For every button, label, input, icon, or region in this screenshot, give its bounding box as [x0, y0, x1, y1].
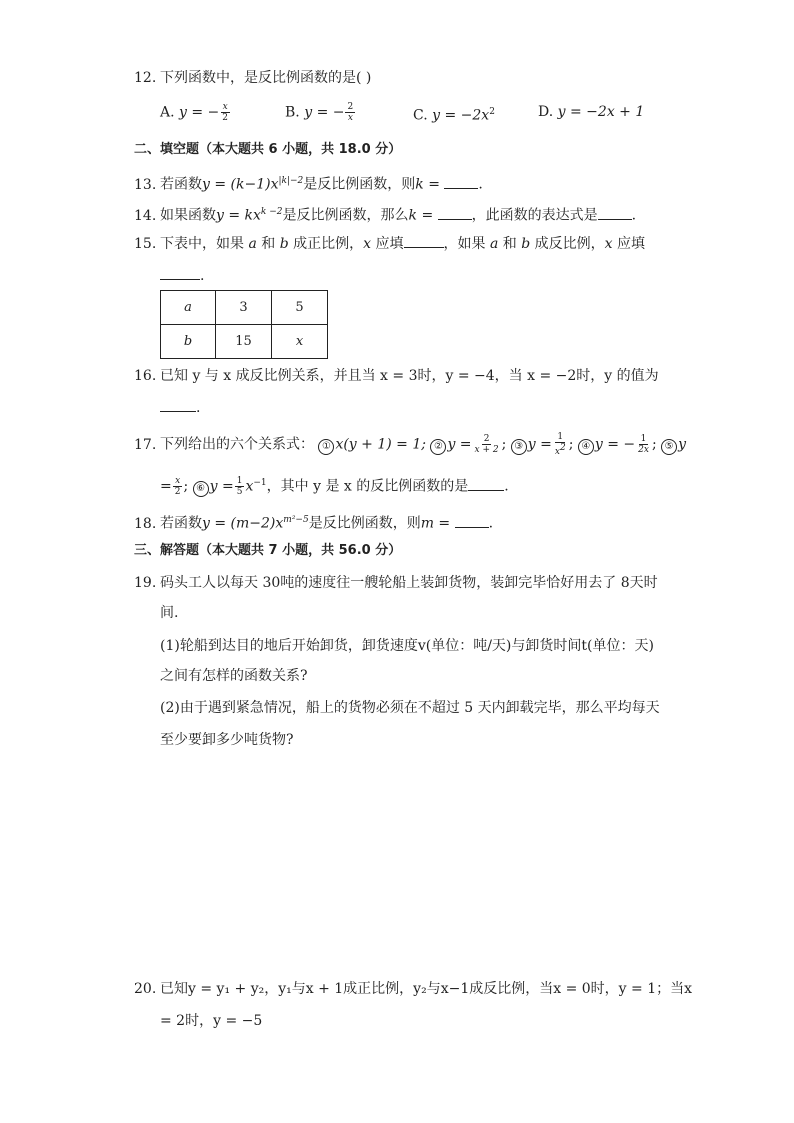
q13: 13. 若函数$y = (k-1)x^{|k|-2}$是反比例函数，则k = . [134, 171, 483, 195]
answer-blank[interactable] [468, 476, 504, 491]
answer-blank[interactable] [598, 205, 632, 220]
q14: 14. 如果函数$y = kx^{k -2}$是反比例函数，那么k = ，此函数的表达式是 . [134, 202, 636, 226]
answer-blank[interactable] [160, 265, 200, 280]
q15-table [160, 290, 328, 359]
q16-line2: . [160, 397, 200, 418]
q19-line2: 间. [160, 605, 179, 621]
q19-part2: (2)由于遇到紧急情况，船上的货物必须在不超过 5 天内卸载完毕，那么平均每天 [160, 700, 660, 716]
table-row: b 15 x [161, 325, 328, 359]
answer-blank[interactable] [438, 205, 472, 220]
q19: 19. 码头工人以每天 30吨的速度往一艘轮船上装卸货物，装卸完毕恰好用去了 8天时 [134, 575, 658, 591]
q15-line2: . [160, 265, 204, 286]
q20-line2: = 2时，y = −5 [160, 1013, 263, 1029]
q17: 17. 下列给出的六个关系式： ① x(y + 1) = 1; ② y = $\frac{2}{x + 2}$ ; ③ y = $\frac{1}{x^2}$ ; ④ y = − $\frac{1}{2x}$ ; ⑤ y [134, 432, 687, 457]
q19-part2-cont: 至少要卸多少吨货物? [160, 732, 294, 748]
q15: 15. 下表中，如果 a 和 b 成正比例，x 应填 ，如果 a 和 b 成反比例，x 应填 [134, 233, 645, 254]
answer-blank[interactable] [160, 397, 196, 412]
section-heading-fill-blank: 二、填空题（本大题共 6 小题，共 18.0 分） [134, 142, 402, 157]
q18: 18. 若函数$y = (m-2)x^{m^2-5}$是反比例函数，则m = . [134, 510, 493, 534]
q20: 20. 已知y = y₁ + y₂，y₁与x + 1成正比例，y₂与x−1成反比例，当x = 0时，y = 1；当x [134, 981, 692, 997]
option-a: A. y = − $\frac{x}{2}$ [160, 102, 229, 123]
q19-part1: (1)轮船到达目的地后开始卸货，卸货速度v(单位：吨/天)与卸货时间t(单位：天) [160, 638, 654, 654]
q17-line2: = $\frac{x}{2}$ ; ⑥ y = $\frac{1}{5}$ $x^{-1}$，其中 y 是 x 的反比例函数的是 . [160, 476, 509, 498]
section-heading-solve: 三、解答题（本大题共 7 小题，共 56.0 分） [134, 543, 402, 558]
option-c: C. $y = -2x^2$ [413, 107, 495, 124]
table-row: a 3 5 [161, 291, 328, 325]
q12-stem: 12. 下列函数中，是反比例函数的是( ) [134, 70, 372, 86]
question-number: 12. [134, 70, 157, 86]
option-b: B. y = − $\frac{2}{x}$ [285, 102, 354, 123]
option-d: D. y = −2x + 1 [538, 104, 645, 120]
answer-blank[interactable] [455, 513, 489, 528]
answer-blank[interactable] [404, 233, 444, 248]
q19-part1-cont: 之间有怎样的函数关系? [160, 668, 308, 684]
q16: 16. 已知 y 与 x 成反比例关系，并且当 x = 3时，y = −4，当 x = −2时，y 的值为 [134, 368, 659, 384]
answer-blank[interactable] [444, 174, 478, 189]
